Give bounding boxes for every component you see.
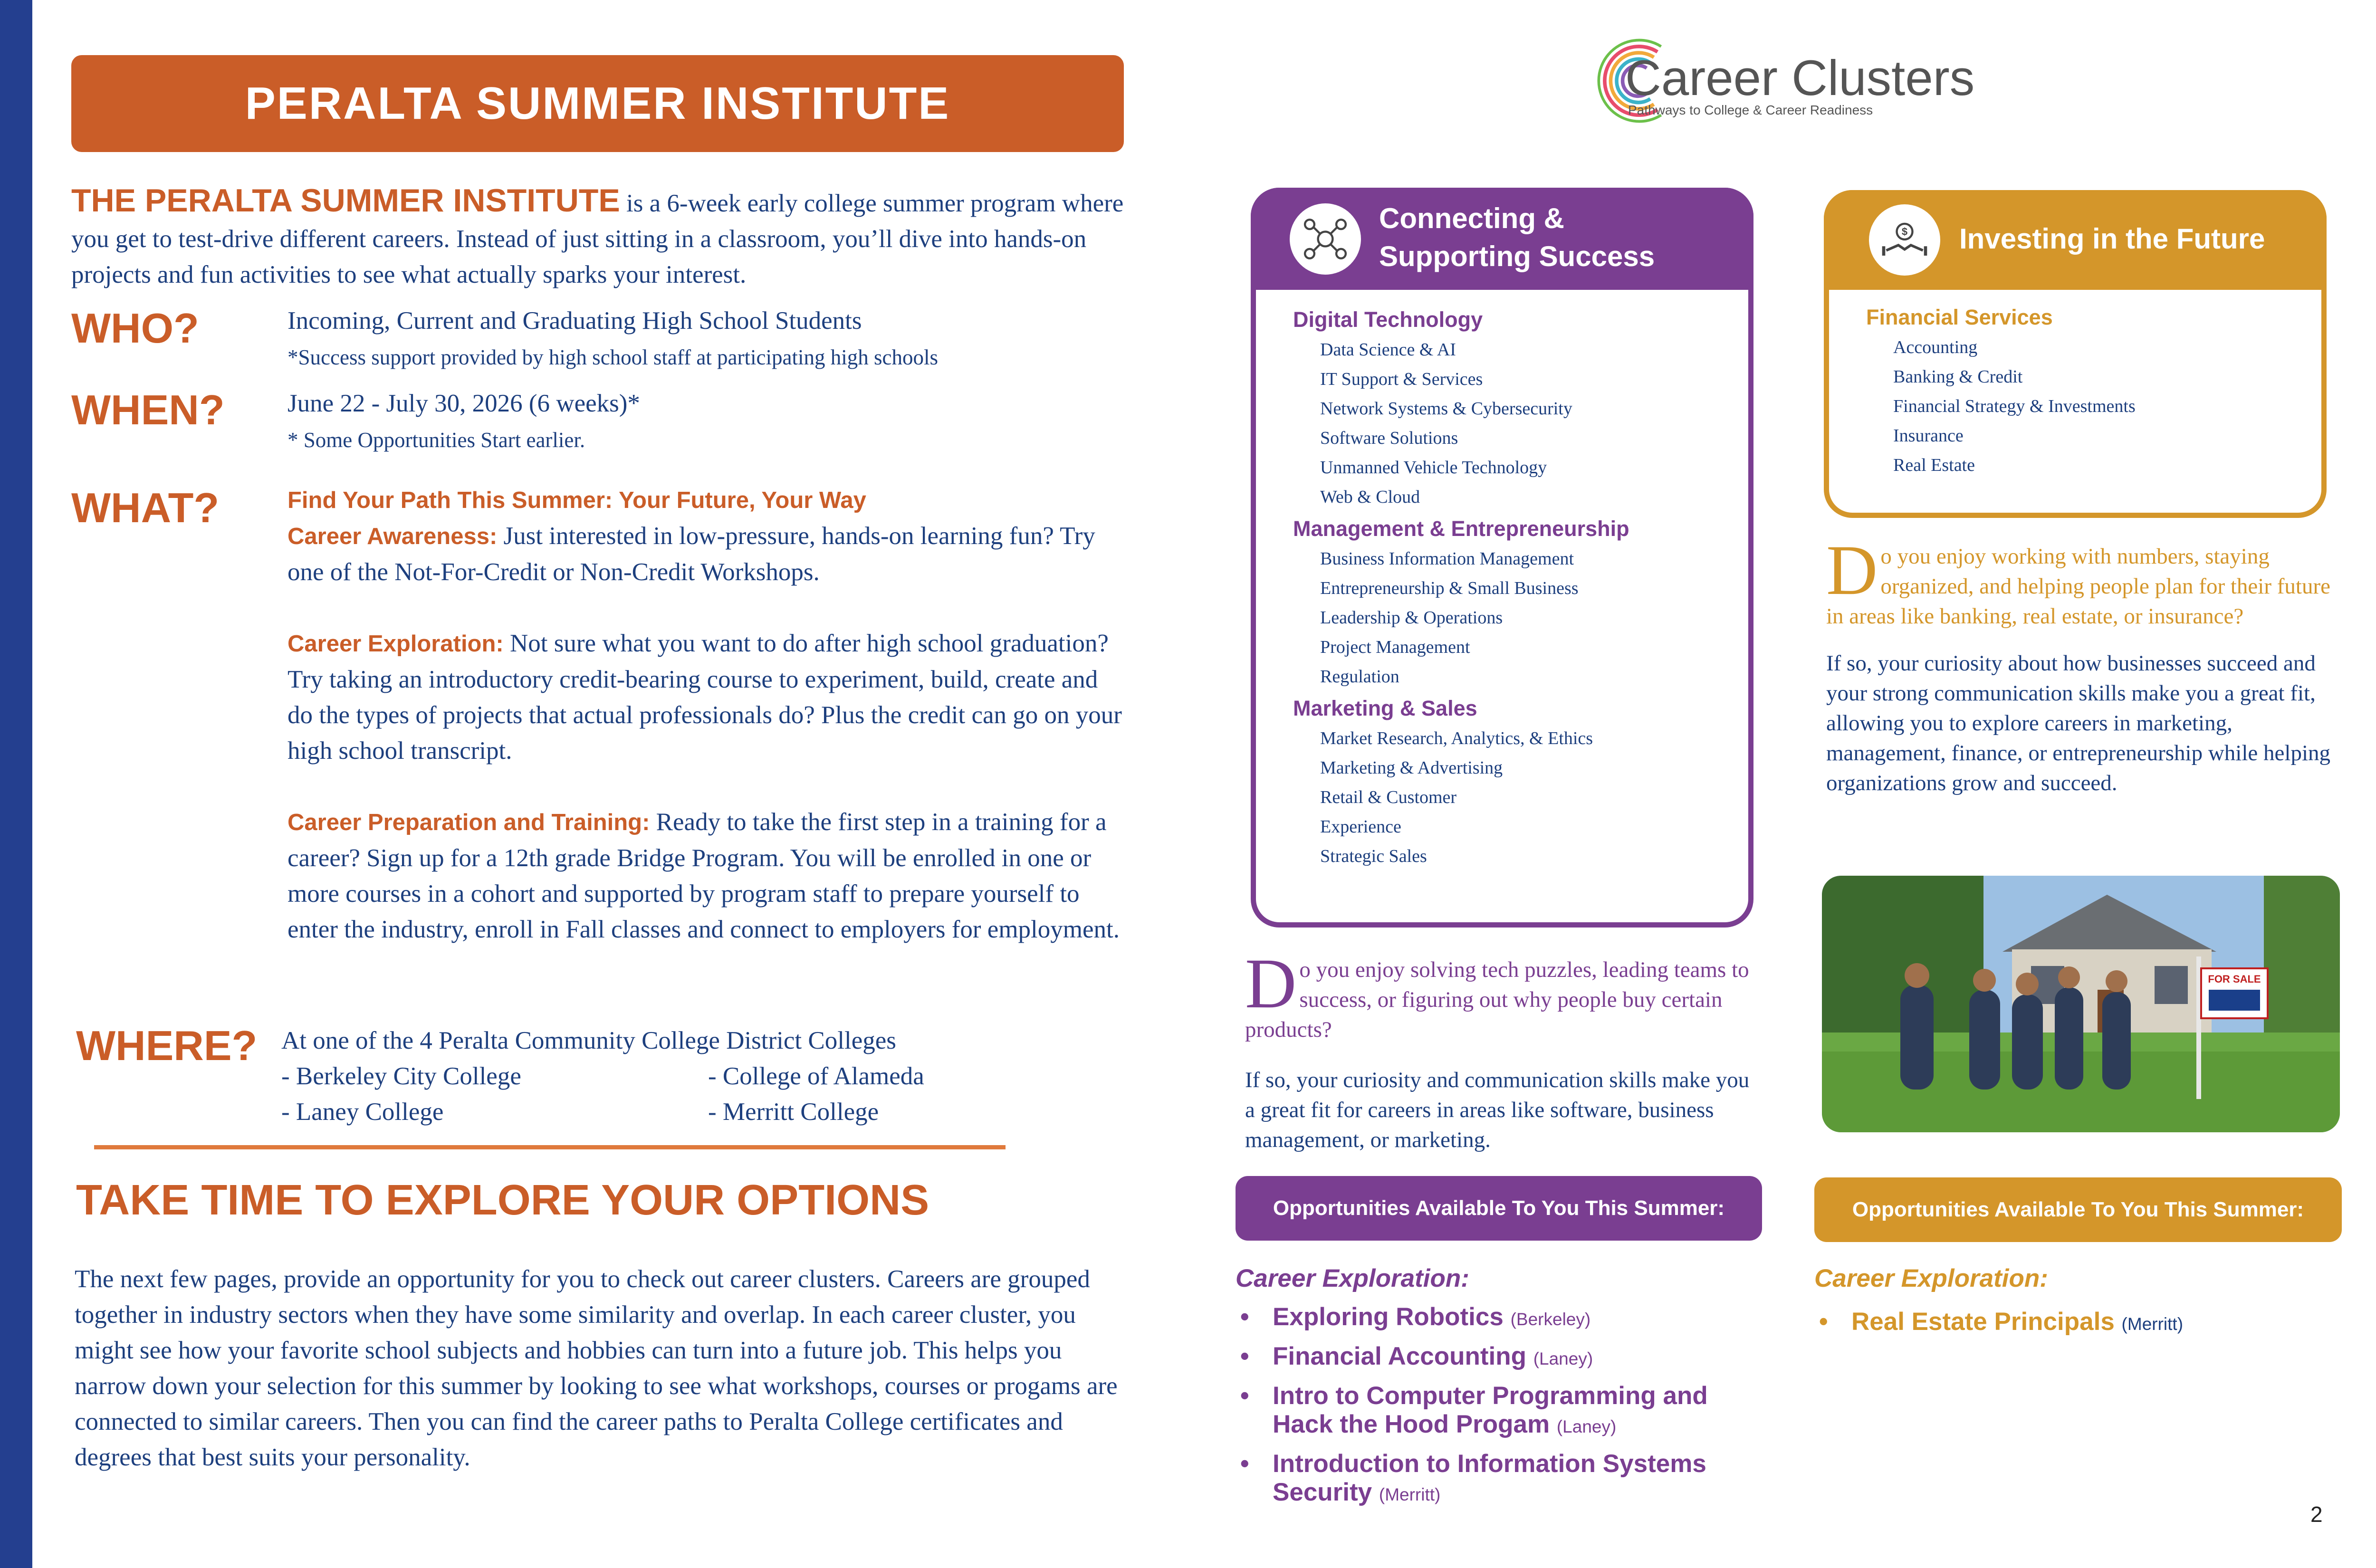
list-item: Project Management [1320,637,1470,657]
opportunity-list [1814,1308,2337,1347]
page-number: 2 [2310,1502,2323,1527]
list-item: Unmanned Vehicle Technology [1320,458,1547,478]
list-item: Leadership & Operations [1320,608,1503,628]
list-item: Data Science & AI [1320,340,1456,360]
list-item: Strategic Sales [1320,846,1427,866]
college-4: - Merritt College [708,1098,879,1126]
cluster-box-investing-future [1824,190,2327,518]
cluster-title-line2: Supporting Success [1379,240,1655,272]
opportunity-list [1236,1303,1758,1518]
opportunities-banner: Opportunities Available To You This Summer: [1814,1177,2342,1242]
students-house-photo [1822,876,2340,1132]
list-item: Software Solutions [1320,428,1458,448]
list-item: Banking & Credit [1893,367,2023,387]
opp-location: (Laney) [1533,1349,1593,1368]
list-item [1814,1308,2337,1339]
cluster-title-line1: Connecting & [1379,202,1564,234]
when-line1: June 22 - July 30, 2026 (6 weeks)* [287,390,640,417]
list-item: Financial Strategy & Investments [1893,396,2136,416]
college-2: - College of Alameda [708,1062,924,1090]
category-digital-technology: Digital Technology [1293,307,1483,332]
list-item: Real Estate [1893,455,1975,475]
cluster-a-answer: If so, your curiosity and communication skills make you a great fit for careers in areas like software, business management, or marketing. [1245,1068,1750,1152]
list-item: Regulation [1320,667,1399,687]
cluster-box-connecting-success [1251,188,1753,927]
where-label: WHERE? [76,1022,258,1069]
list-item: Insurance [1893,426,1964,446]
list-item [1236,1382,1758,1441]
who-line2: *Success support provided by high school staff at participating high schools [287,345,938,369]
list-item: Web & Cloud [1320,487,1420,507]
handshake-money-icon [1869,204,1940,276]
for-sale-sign-text: FOR SALE [2208,973,2261,985]
category-management: Management & Entrepreneurship [1293,516,1629,541]
intro-lead: THE PERALTA SUMMER INSTITUTE [71,182,620,219]
cluster-b-question [1826,531,2335,631]
opp-name: Exploring Robotics [1273,1303,1504,1331]
when-label: WHEN? [71,386,225,433]
opp-location: (Merritt) [2121,1314,2184,1334]
cluster-list [1866,302,2322,480]
prep-label: Career Preparation and Training: [287,810,650,835]
list-item: Experience [1320,817,1401,837]
college-1: - Berkeley City College [281,1062,521,1090]
list-item [1236,1342,1758,1373]
list-item: Accounting [1893,337,1978,357]
career-preparation [287,804,1124,947]
what-section [287,483,1124,947]
dropcap: D [1245,944,1297,1023]
list-item: Marketing & Advertising [1320,758,1503,778]
where-line1: At one of the 4 Peralta Community College District Colleges [281,1027,896,1054]
career-exploration-label: Career Exploration: [1236,1264,1469,1292]
list-item: IT Support & Services [1320,369,1483,389]
opp-name: Real Estate Principals [1851,1308,2115,1336]
intro-text: is a 6-week early college summer program where you get to test-drive different careers. Instead of just sitting in a classroom, you’ll dive into hands-on projects and fun activities to see what actually sparks your interest. [71,190,1124,288]
list-item: Business Information Management [1320,549,1574,569]
career-awareness [287,518,1124,590]
awareness-text: Just interested in low-pressure, hands-on learning fun? Try one of the Not-For-Credit or Non-Credit Workshops. [287,522,1095,586]
question-text: o you enjoy solving tech puzzles, leading teams to success, or figuring out why people buy certain products? [1245,957,1749,1042]
cluster-a-question [1245,944,1758,1045]
career-exploration-label: Career Exploration: [1814,1264,2048,1292]
section-divider [94,1145,1006,1149]
opp-location: (Merritt) [1379,1485,1441,1504]
opportunities-banner: Opportunities Available To You This Summer: [1236,1176,1762,1241]
list-item [1236,1450,1758,1509]
career-exploration [287,626,1124,769]
who-label: WHO? [71,305,199,352]
category-marketing-sales: Marketing & Sales [1293,696,1477,720]
prep-text: Ready to take the first step in a training for a career? Sign up for a 12th grade Bridge Program. You will be enrolled in one or more courses in a cohort and supported by program staff to prepare yourself to enter the industry, enroll in Fall classes and connect to employers for employment. [287,808,1120,943]
when-line2: * Some Opportunities Start earlier. [287,428,585,452]
cluster-title [1379,200,1655,276]
opp-name: Introduction to Information Systems Security [1273,1450,1706,1506]
list-item: Retail & Customer [1320,787,1457,807]
opp-name: Financial Accounting [1273,1342,1526,1370]
who-line1: Incoming, Current and Graduating High School Students [287,307,862,335]
opp-location: (Laney) [1556,1417,1617,1436]
college-3: - Laney College [281,1098,444,1126]
dropcap: D [1826,531,1878,610]
svg-text:$: $ [1901,226,1908,238]
exploration-text: Not sure what you want to do after high school graduation? Try taking an introductory credit-bearing course to experiment, build, create and do the types of projects that actual professionals do? Plus the credit can go on your high school transcript. [287,630,1122,765]
banner-title: PERALTA SUMMER INSTITUTE [245,78,950,129]
cluster-title: Investing in the Future [1959,223,2265,255]
category-financial-services: Financial Services [1866,305,2053,329]
list-item: Entrepreneurship & Small Business [1320,578,1579,598]
explore-heading: TAKE TIME TO EXPLORE YOUR OPTIONS [76,1176,929,1224]
cluster-b-answer: If so, your curiosity about how businesses succeed and your strong communication skills make you a great fit, allowing you to explore careers in marketing, management, finance, or entrepreneurship while helping organizations grow and succeed. [1826,651,2331,795]
cluster-header [1824,190,2327,290]
list-item: Network Systems & Cybersecurity [1320,399,1572,419]
intro-paragraph [71,183,1131,293]
cluster-header [1251,188,1753,290]
question-text: o you enjoy working with numbers, staying organized, and helping people plan for their future in areas like banking, real estate, or insurance? [1826,544,2330,629]
list-item: Market Research, Analytics, & Ethics [1320,728,1593,748]
list-item [1236,1303,1758,1334]
what-label: WHAT? [71,484,220,531]
opp-location: (Berkeley) [1510,1310,1591,1329]
exploration-label: Career Exploration: [287,631,504,657]
awareness-label: Career Awareness: [287,524,498,549]
logo-subtitle: Pathways to College & Career Readiness [1628,103,1873,117]
cluster-list [1293,305,1749,871]
title-banner [71,55,1124,152]
logo-title: Career Clusters [1625,50,1975,106]
left-page-border [0,0,32,1568]
opp-name: Intro to Computer Programming and Hack the Hood Progam [1273,1382,1708,1438]
what-heading: Find Your Path This Summer: Your Future, Your Way [287,488,866,513]
explore-paragraph: The next few pages, provide an opportunity for you to check out career clusters. Careers are grouped together in industry sectors when they have some similarity and overlap. In each career cluster, you might see how your favorite school subjects and hobbies can turn into a future job. This helps you narrow down your selection for this summer by looking to see what workshops, courses or progams are connected to similar careers. Then you can find the career paths to Peralta College certificates and degrees that best suits your personality. [75,1265,1118,1471]
network-people-icon [1290,203,1361,275]
